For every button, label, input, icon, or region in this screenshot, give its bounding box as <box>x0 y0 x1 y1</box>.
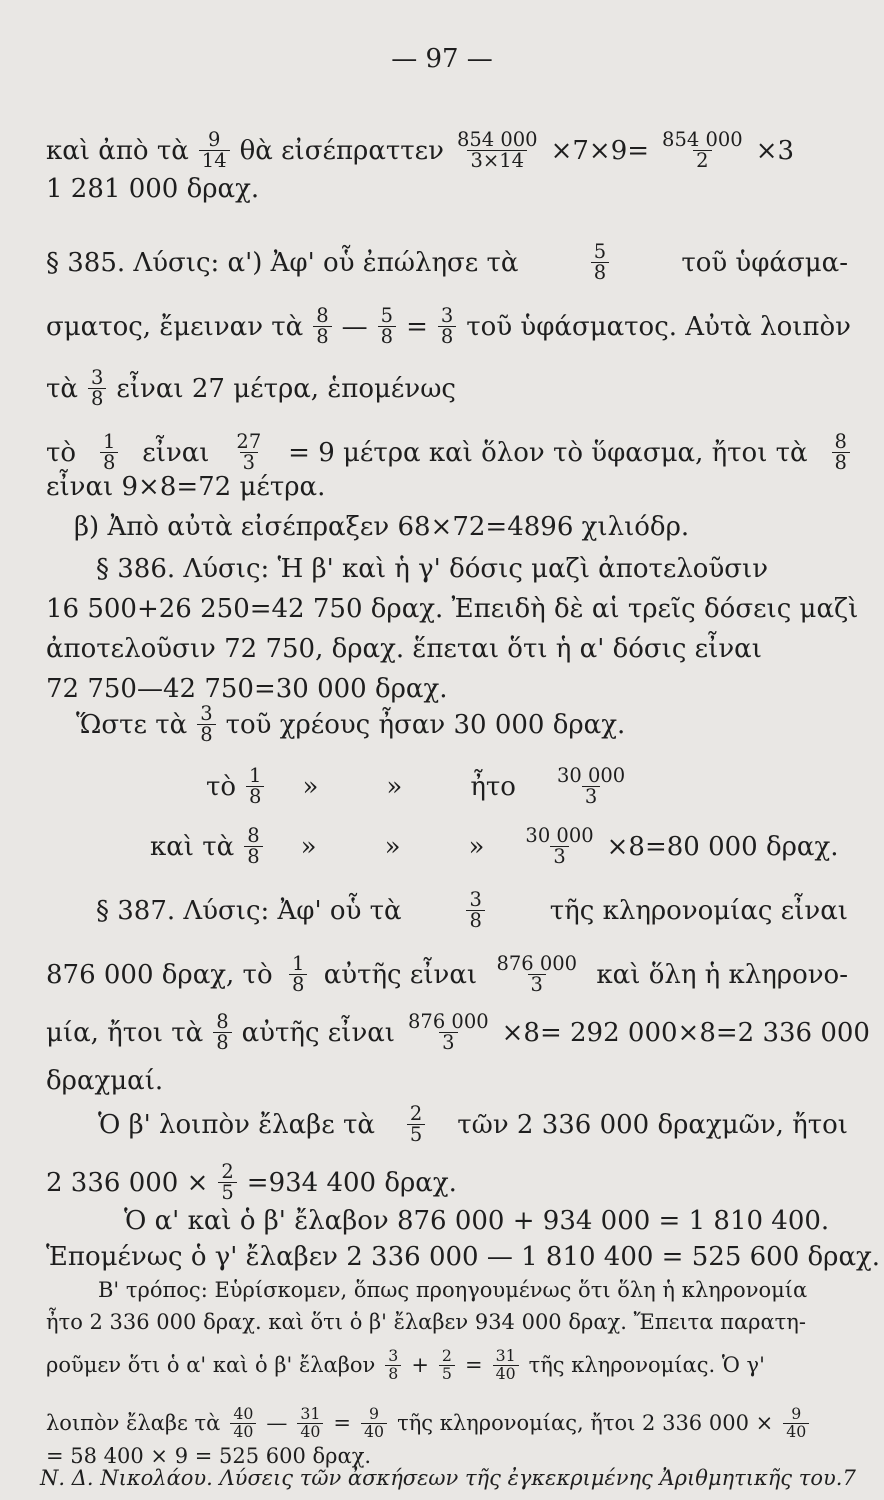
fraction <box>438 306 456 348</box>
fraction-denominator: 40 <box>361 1423 387 1441</box>
line-8 <box>68 514 854 540</box>
text-run: εἶναι 27 μέτρα, ἑπομένως <box>116 373 456 404</box>
fraction-numerator: 2 <box>441 1346 452 1365</box>
fraction <box>233 432 264 474</box>
text-run: = 9 μέτρα καὶ ὅλον τὸ ὕφασμα, ἤτοι τὰ <box>288 437 808 468</box>
text-run: καὶ ἀπὸ τὰ <box>46 135 189 166</box>
line-17 <box>40 954 854 996</box>
fraction <box>378 306 396 348</box>
text-run: = <box>333 1410 352 1435</box>
line-22 <box>118 1208 854 1234</box>
fraction-numerator: 8 <box>316 304 329 327</box>
text-run: — <box>341 311 368 342</box>
fraction <box>88 368 106 410</box>
fraction-denominator: 8 <box>289 974 307 995</box>
fraction-numerator: 3 <box>388 1346 399 1365</box>
text-run: σματος, ἔμειναν τὰ <box>46 311 304 342</box>
line-9 <box>90 556 854 582</box>
page-number: — 97 — <box>391 44 493 74</box>
text-run: τοῦ χρέους ἦσαν 30 000 δραχ. <box>225 709 626 740</box>
text-run: 2 336 000 × <box>46 1167 209 1198</box>
fraction-denominator: 8 <box>378 326 396 347</box>
line-19 <box>40 1068 854 1094</box>
text-run: = 58 400 × 9 = 525 600 δραχ. <box>46 1444 372 1468</box>
fraction-denominator: 3×14 <box>467 150 527 171</box>
text-run: ×3 <box>755 135 795 166</box>
line-27 <box>40 1406 854 1440</box>
fraction-numerator: 27 <box>236 430 262 453</box>
fraction-numerator: 876 000 <box>408 1010 489 1033</box>
footer <box>40 1466 854 1490</box>
line-20 <box>92 1104 854 1146</box>
fraction-denominator: 40 <box>230 1423 256 1441</box>
text-run: λοιπὸν ἔλαβε τὰ <box>46 1410 221 1435</box>
line-5 <box>40 368 854 410</box>
text-run: ἀποτελοῦσιν 72 750, δραχ. ἕπεται ὅτι ἡ α' δόσις εἶναι <box>46 634 762 664</box>
fraction-numerator: 31 <box>495 1346 516 1365</box>
text-run: = <box>464 1352 483 1377</box>
fraction-denominator: 8 <box>197 724 215 745</box>
fraction-denominator: 40 <box>493 1365 519 1383</box>
footer-sheet-number: 7 <box>842 1466 856 1490</box>
text-run: τῶν 2 336 000 δραχμῶν, ἤτοι <box>457 1109 848 1140</box>
line-21 <box>40 1162 854 1204</box>
fraction-numerator: 8 <box>216 1010 229 1033</box>
text-run: αὐτῆς εἶναι <box>323 959 478 990</box>
line-16 <box>90 890 854 932</box>
line-13 <box>70 704 854 746</box>
fraction-numerator: 3 <box>200 702 213 725</box>
fraction <box>297 1406 323 1440</box>
fraction-denominator: 8 <box>88 388 106 409</box>
fraction <box>385 1348 401 1382</box>
fraction-numerator: 3 <box>440 304 454 327</box>
text-run: Ὁ β' λοιπὸν ἔλαβε τὰ <box>98 1109 375 1140</box>
line-11 <box>40 636 854 662</box>
fraction-denominator: 14 <box>199 150 230 171</box>
fraction-denominator: 8 <box>100 452 118 473</box>
text-run: § 385. Λύσις: α') Ἀφ' οὗ ἐπώλησε τὰ <box>46 247 519 278</box>
fraction <box>230 1406 256 1440</box>
line-4 <box>40 306 854 348</box>
text-run: Ὁ α' καὶ ὁ β' ἔλαβον 876 000 + 934 000 = 1 810 400. <box>124 1206 830 1236</box>
fraction <box>289 954 307 996</box>
text-run: 72 750—42 750=30 000 δραχ. <box>46 674 448 704</box>
fraction <box>246 766 264 808</box>
text-run: εἶναι 9×8=72 μέτρα. <box>46 472 326 502</box>
fraction-denominator: 5 <box>439 1365 455 1383</box>
fraction-numerator: 30 000 <box>556 764 626 787</box>
fraction <box>659 130 746 172</box>
fraction-denominator: 3 <box>582 786 600 807</box>
fraction-denominator: 8 <box>244 846 262 867</box>
text-run: μία, ἤτοι τὰ <box>46 1017 204 1048</box>
fraction-denominator: 8 <box>466 910 484 931</box>
line-18 <box>40 1010 870 1055</box>
fraction <box>213 1012 231 1054</box>
fraction-denominator: 3 <box>550 846 568 867</box>
fraction-denominator: 3 <box>439 1032 457 1053</box>
fraction-denominator: 8 <box>438 326 456 347</box>
text-run: Β' τρόπος: Εὑρίσκομεν, ὅπως προηγουμένως ὅτι ὅλη ἡ κληρονομία <box>98 1278 808 1302</box>
text-run: δραχμαί. <box>46 1066 164 1096</box>
fraction-numerator: 31 <box>300 1404 321 1423</box>
text-run: § 387. Λύσις: Ἀφ' οὗ τὰ <box>96 895 402 926</box>
fraction <box>454 130 541 172</box>
fraction-numerator: 1 <box>249 764 262 787</box>
fraction-denominator: 40 <box>783 1423 809 1441</box>
fraction-numerator: 854 000 <box>662 128 743 151</box>
fraction-numerator: 30 000 <box>525 824 594 847</box>
text-run: » <box>386 771 403 802</box>
fraction <box>591 242 609 284</box>
fraction-numerator: 3 <box>469 888 482 911</box>
fraction-numerator: 876 000 <box>496 952 578 975</box>
fraction <box>493 954 580 996</box>
text-run: » <box>384 831 401 862</box>
text-run: ἦτο <box>470 771 516 802</box>
fraction <box>832 432 850 474</box>
text-run: » <box>300 831 317 862</box>
text-run: τὰ <box>46 373 78 404</box>
line-15 <box>144 826 854 868</box>
text-run: τὸ <box>206 771 237 802</box>
text-run: 876 000 δραχ, τὸ <box>46 959 273 990</box>
fraction <box>554 766 628 808</box>
fraction-denominator: 8 <box>832 452 850 473</box>
line-12 <box>40 676 854 702</box>
fraction-numerator: 8 <box>247 824 260 847</box>
fraction <box>361 1406 387 1440</box>
line-25 <box>40 1312 854 1333</box>
fraction-numerator: 1 <box>102 430 116 453</box>
fraction <box>407 1104 425 1146</box>
line-7 <box>40 474 854 500</box>
fraction <box>522 826 596 868</box>
text-run: Ἑπομένως ὁ γ' ἔλαβεν 2 336 000 — 1 810 400 = 525 600 δραχ. <box>46 1242 881 1272</box>
footer-text: Ν. Δ. Νικολάου. Λύσεις τῶν ἀσκήσεων τῆς ἐγκεκριμένης Ἀριθμητικῆς του. <box>40 1466 843 1490</box>
text-run: τοῦ ὑφάσμα- <box>681 247 848 278</box>
line-28 <box>40 1446 854 1467</box>
text-run: Ὥστε τὰ <box>76 709 188 740</box>
text-run: ×8= 292 000×8=2 336 000 <box>501 1017 870 1048</box>
fraction-numerator: 40 <box>233 1404 254 1423</box>
text-run: τῆς κληρονομίας εἶναι <box>549 895 848 926</box>
fraction <box>100 432 118 474</box>
text-run: — <box>266 1410 288 1435</box>
text-run: = <box>406 311 428 342</box>
fraction-denominator: 8 <box>213 1032 231 1053</box>
line-6 <box>40 432 854 474</box>
fraction-numerator: 5 <box>380 304 394 327</box>
fraction <box>218 1162 236 1204</box>
text-run: εἶναι <box>142 437 210 468</box>
fraction-denominator: 2 <box>693 150 711 171</box>
fraction-denominator: 8 <box>591 262 609 283</box>
fraction-numerator: 8 <box>834 430 847 453</box>
text-run: β) Ἀπὸ αὐτὰ εἰσέπραξεν 68×72=4896 χιλιόδρ. <box>74 512 690 542</box>
fraction-numerator: 1 <box>291 952 305 975</box>
fraction <box>493 1348 519 1382</box>
text-run: τὸ <box>46 437 77 468</box>
text-run: τῆς κληρονομίας. Ὁ γ' <box>528 1352 765 1377</box>
line-23 <box>40 1242 881 1272</box>
fraction-numerator: 2 <box>221 1160 234 1183</box>
fraction-denominator: 5 <box>407 1124 425 1145</box>
text-run: » <box>468 831 485 862</box>
fraction-numerator: 3 <box>90 366 104 389</box>
text-run: ×7×9= <box>550 135 650 166</box>
line-3 <box>40 242 854 284</box>
text-run: + <box>411 1352 429 1377</box>
fraction-numerator: 2 <box>409 1102 423 1125</box>
fraction <box>439 1348 455 1382</box>
line-24 <box>92 1280 854 1301</box>
fraction <box>313 306 331 348</box>
fraction-denominator: 40 <box>297 1423 323 1441</box>
text-run: ἦτο 2 336 000 δραχ. καὶ ὅτι ὁ β' ἔλαβεν 934 000 δραχ. Ἔπειτα παρατη- <box>46 1310 806 1334</box>
fraction-numerator: 854 000 <box>456 128 538 151</box>
fraction-denominator: 3 <box>528 974 546 995</box>
fraction <box>405 1012 492 1054</box>
text-run: § 386. Λύσις: Ἡ β' καὶ ἡ γ' δόσις μαζὶ ἀποτελοῦσιν <box>96 554 769 584</box>
fraction-denominator: 8 <box>385 1365 401 1383</box>
text-run: 16 500+26 250=42 750 δραχ. Ἐπειδὴ δὲ αἱ τρεῖς δόσεις μαζὶ <box>46 594 859 624</box>
text-run: καὶ ὅλη ἡ κληρονο- <box>596 959 848 990</box>
text-run: =934 400 δραχ. <box>246 1167 457 1198</box>
fraction-denominator: 8 <box>246 786 264 807</box>
fraction-numerator: 9 <box>207 128 221 151</box>
fraction <box>244 826 262 868</box>
line-14 <box>200 766 854 808</box>
fraction-denominator: 5 <box>218 1182 236 1203</box>
text-run: τοῦ ὑφάσματος. Αὐτὰ λοιπὸν <box>466 311 851 342</box>
fraction <box>783 1406 809 1440</box>
text-run: θὰ εἰσέπραττεν <box>239 135 444 166</box>
fraction-numerator: 9 <box>369 1404 380 1423</box>
fraction <box>197 704 215 746</box>
fraction-denominator: 3 <box>240 452 258 473</box>
text-run: ροῦμεν ὅτι ὁ α' καὶ ὁ β' ἔλαβον <box>46 1352 376 1377</box>
fraction <box>466 890 484 932</box>
text-run: καὶ τὰ <box>150 831 235 862</box>
text-run: ×8=80 000 δραχ. <box>606 831 839 862</box>
line-2 <box>40 176 854 202</box>
line-26 <box>40 1348 854 1382</box>
text-run: αὐτῆς εἶναι <box>241 1017 395 1048</box>
fraction-numerator: 5 <box>593 240 607 263</box>
fraction-numerator: 9 <box>791 1404 802 1423</box>
text-run: » <box>302 771 319 802</box>
text-run: 1 281 000 δραχ. <box>46 174 260 204</box>
fraction-denominator: 8 <box>313 326 331 347</box>
line-1 <box>40 130 854 172</box>
fraction <box>199 130 230 172</box>
line-10 <box>40 594 859 624</box>
text-run: τῆς κληρονομίας, ἤτοι 2 336 000 × <box>397 1410 774 1435</box>
